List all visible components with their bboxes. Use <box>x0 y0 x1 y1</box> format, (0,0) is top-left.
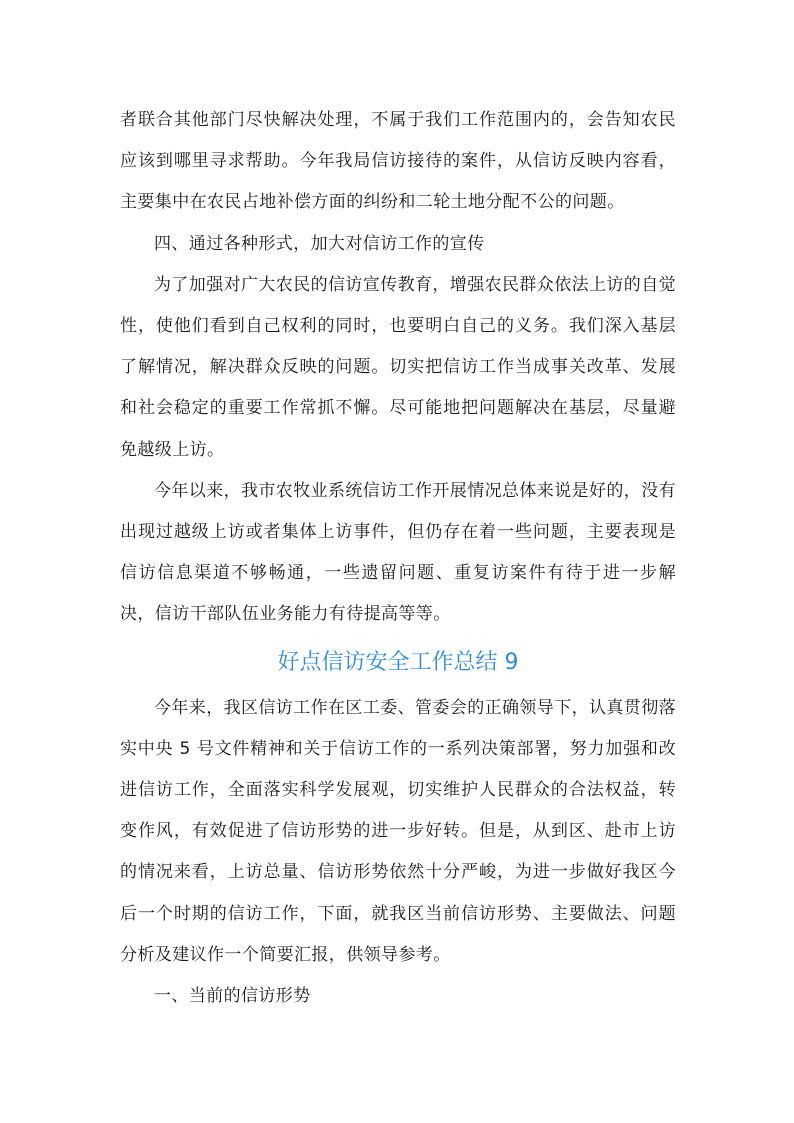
paragraph-summary: 今年以来，我市农牧业系统信访工作开展情况总体来说是好的，没有出现过越级上访或者集体上访事件，但仍存在着一些问题，主要表现是信访信息渠道不够畅通，一些遗留问题、重复访案件有待于进一步解决，信访干部队伍业务能力有待提高等等。 <box>120 480 676 625</box>
document-page <box>120 100 676 1017</box>
paragraph-intro: 今年来，我区信访工作在区工委、管委会的正确领导下，认真贯彻落实中央 5 号文件精神和关于信访工作的一系列决策部署，努力加强和改进信访工作，全面落实科学发展观，切实维护人民群众的合法权益，转变作风，有效促进了信访形势的进一步好转。但是，从到区、赴市上访的情况来看，上访总量、信访形势依然十分严峻，为进一步做好我区今后一个时期的信访工作，下面，就我区当前信访形势、主要做法、问题分析及建议作一个简要汇报，供领导参考。 <box>120 697 676 965</box>
paragraph-continuation: 者联合其他部门尽快解决处理，不属于我们工作范围内的，会告知农民应该到哪里寻求帮助。今年我局信访接待的案件，从信访反映内容看，主要集中在农民占地补偿方面的纠纷和二轮土地分配不公的问题。 <box>120 110 676 213</box>
paragraph-publicity: 为了加强对广大农民的信访宣传教育，增强农民群众依法上访的自觉性，使他们看到自己权利的同时，也要明白自己的义务。我们深入基层了解情况，解决群众反映的问题。切实把信访工作当成事关改革、发展和社会稳定的重要工作常抓不懈。尽可能地把问题解决在基层，尽量避免越级上访。 <box>120 274 676 460</box>
section-title: 好点信访安全工作总结 9 <box>277 649 519 675</box>
section-heading-four: 四、通过各种形式，加大对信访工作的宣传 <box>154 233 485 254</box>
section-heading-one: 一、当前的信访形势 <box>154 986 311 1007</box>
